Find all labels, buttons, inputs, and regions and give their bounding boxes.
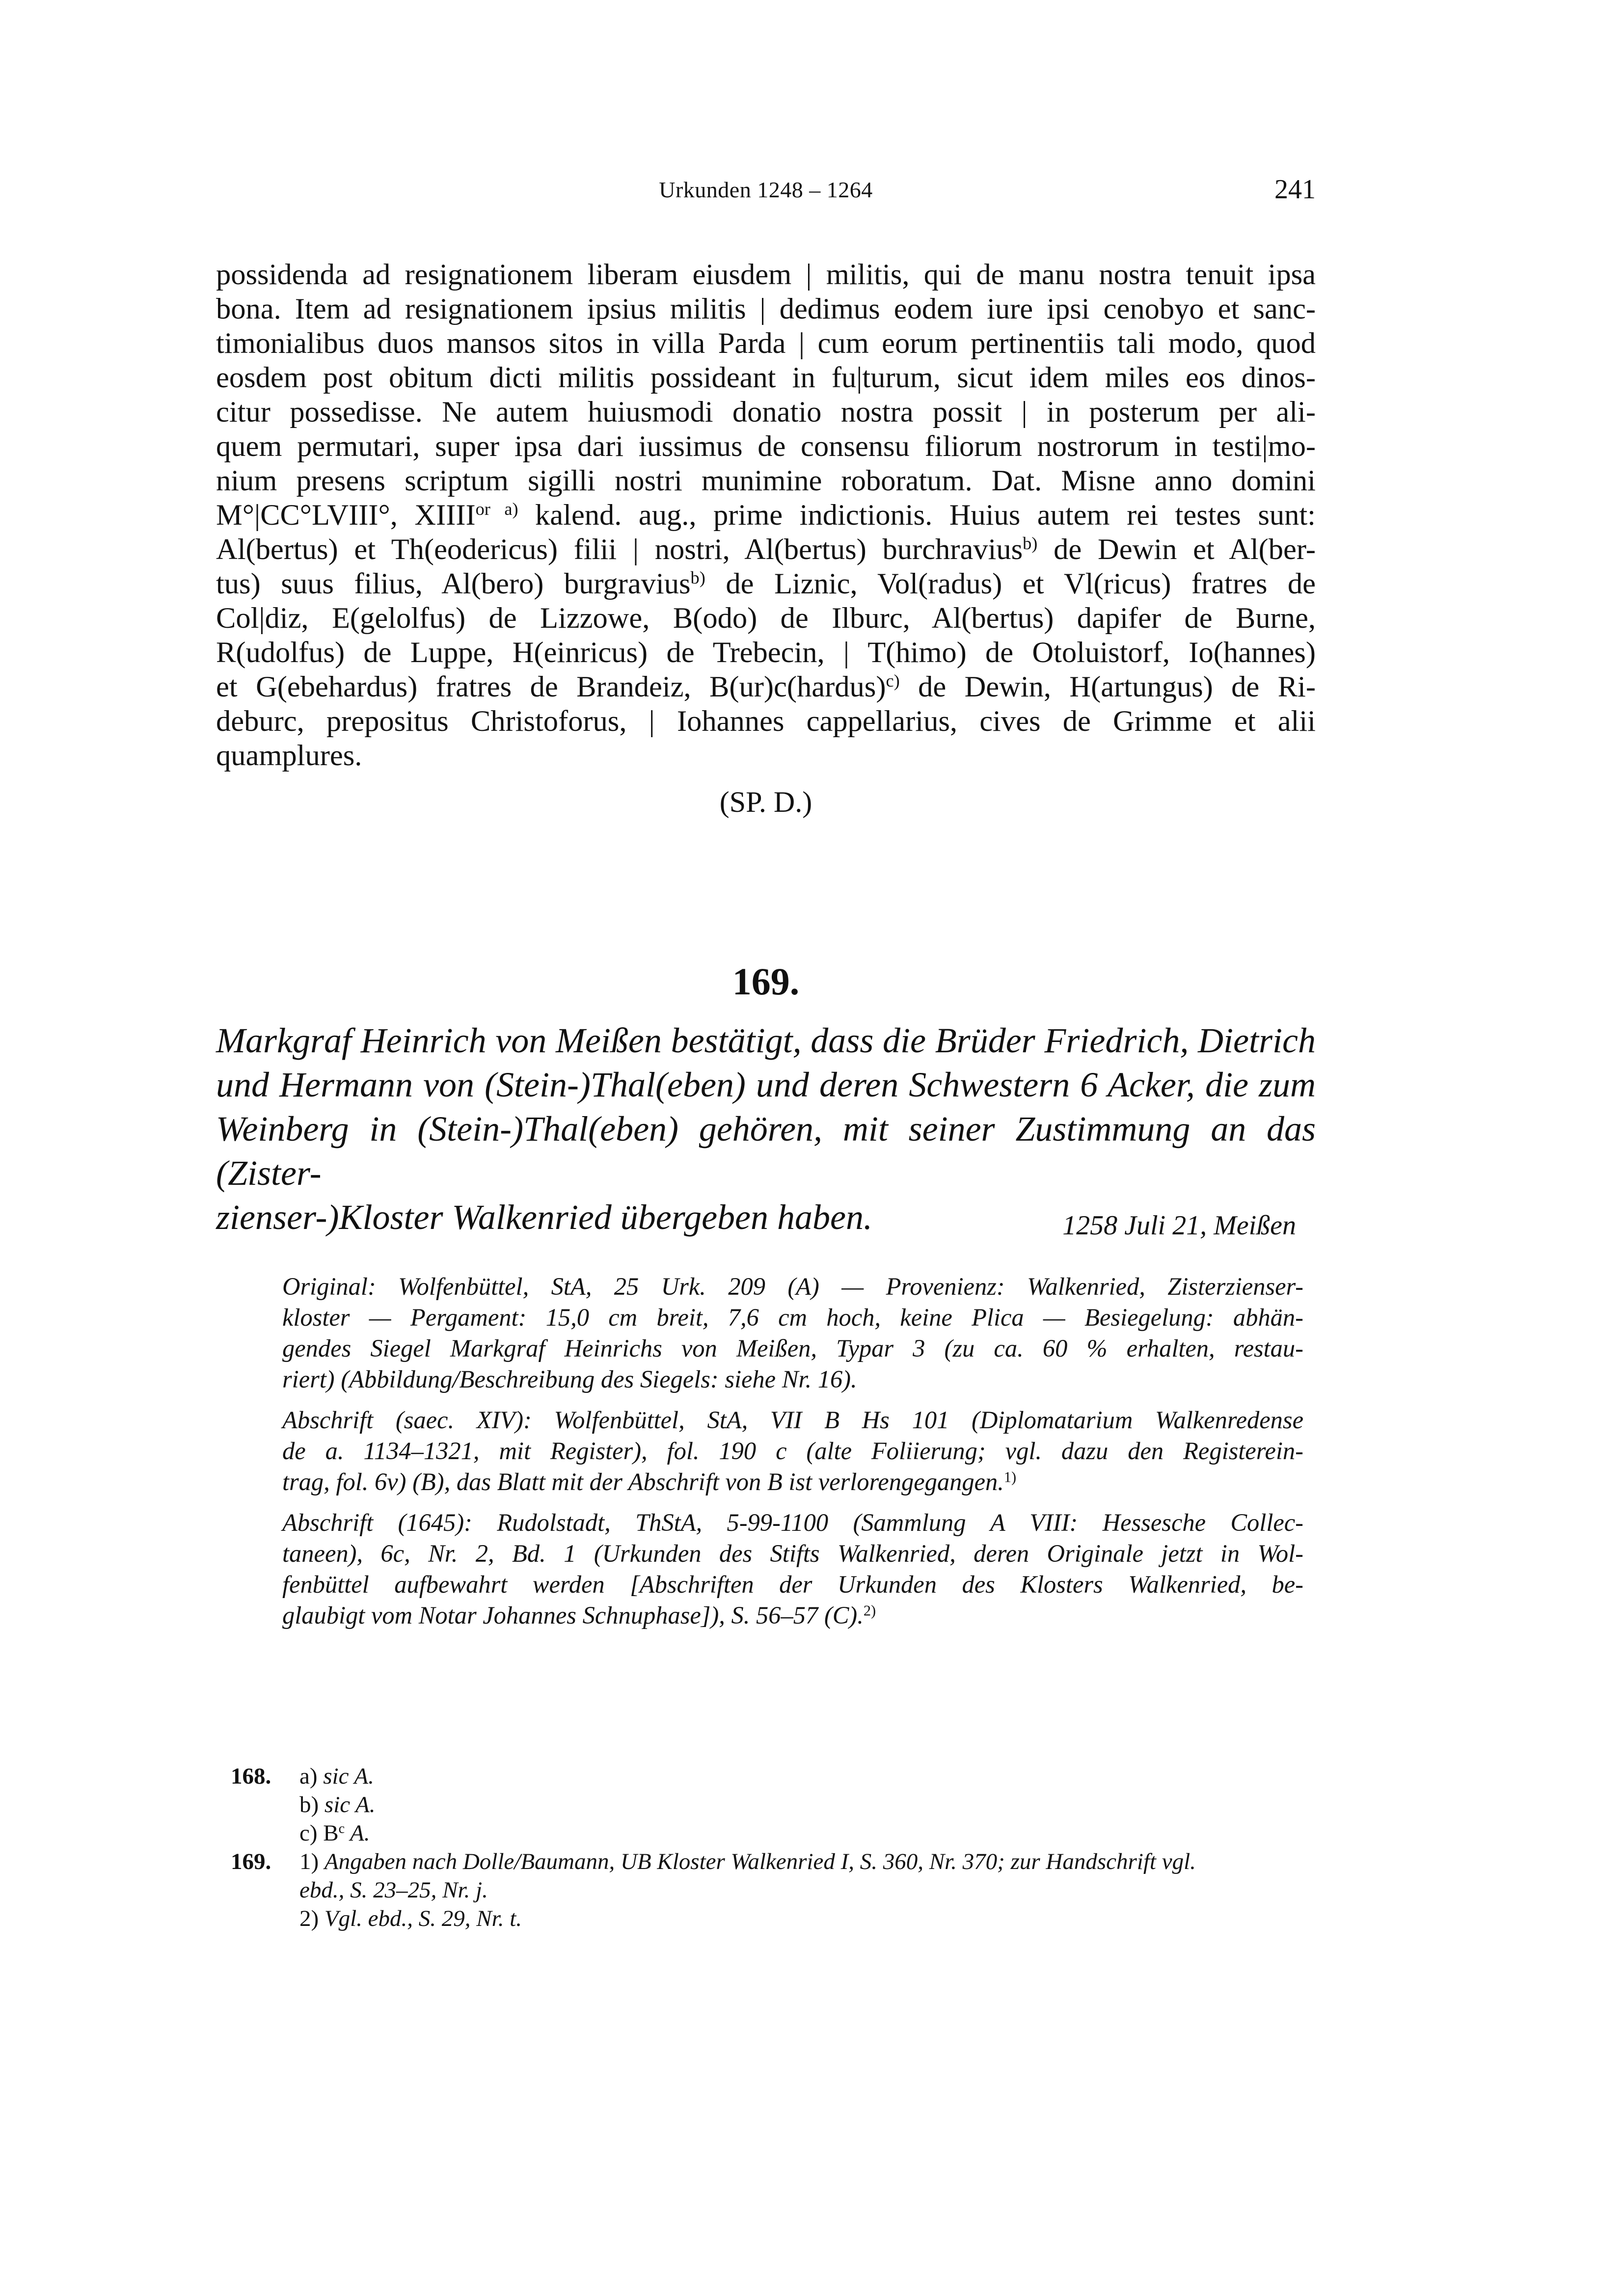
source-text: glaubigt vom Notar Johannes Schnuphase]), S. 56–57 (C). — [282, 1602, 864, 1629]
footnote-text: sic A. — [323, 1763, 374, 1789]
footnote-item — [216, 1904, 1316, 1933]
footnote-ref: c) — [886, 671, 900, 691]
seal-note: (SP. D.) — [719, 786, 812, 818]
footnote-item — [216, 1847, 1316, 1876]
source-line — [282, 1600, 1303, 1631]
footnote-reading: B — [323, 1820, 339, 1846]
regest-line: Markgraf Heinrich von Meißen bestätigt, dass die Brüder Friedrich, Dietrich — [216, 1021, 1316, 1060]
body-text: de Dewin et Al(ber- — [1037, 533, 1316, 566]
dating-line: 1258 Juli 21, Meißen — [1062, 1210, 1296, 1241]
footnote-text: Vgl. ebd., S. 29, Nr. t. — [324, 1906, 522, 1931]
source-line: riert) (Abbildung/Beschreibung des Siegels: siehe Nr. 16). — [282, 1365, 857, 1393]
source-line: gendes Siegel Markgraf Heinrichs von Meißen, Typar 3 (zu ca. 60 % erhalten, restau- — [282, 1335, 1303, 1362]
body-line: deburc, prepositus Christoforus, | Iohannes cappellarius, cives de Grimme et alii — [216, 705, 1316, 738]
footnote-group-169 — [216, 1847, 1316, 1933]
footnote-item — [216, 1762, 1316, 1790]
body-line: R(udolfus) de Luppe, H(einricus) de Trebecin, | T(himo) de Otoluistorf, Io(hannes) — [216, 636, 1316, 669]
running-title: Urkunden 1248 – 1264 — [659, 177, 873, 202]
source-line: Original: Wolfenbüttel, StA, 25 Urk. 209 (A) — Provenienz: Walkenried, Zisterzienser- — [282, 1273, 1303, 1300]
body-text: et G(ebehardus) fratres de Brandeiz, B(ur)c(hardus) — [216, 670, 886, 703]
footnote-mark: 2) — [299, 1906, 319, 1931]
footnote-mark: 1) — [299, 1849, 319, 1874]
footnote-text: ebd., S. 23–25, Nr. j. — [299, 1877, 488, 1903]
body-text: M°|CC°LVIII°, XIIII — [216, 499, 476, 532]
footnote-text: A. — [345, 1820, 370, 1846]
regest — [216, 1018, 1316, 1239]
footnote-ref: b) — [690, 568, 705, 588]
body-line: quamplures. — [216, 739, 362, 772]
source-line: de a. 1134–1321, mit Register), fol. 190 c (alte Foliierung; vgl. dazu den Registerein- — [282, 1437, 1303, 1465]
body-line — [216, 670, 1316, 704]
footnote-group-168 — [216, 1762, 1316, 1847]
footnote-ref: b) — [1023, 534, 1038, 554]
body-line: eosdem post obitum dicti militis possideant in fu|turum, sicut idem miles eos dinos- — [216, 361, 1316, 394]
regest-line: zienser-)Kloster Walkenried übergeben haben. — [216, 1198, 872, 1237]
source-line — [282, 1467, 1303, 1497]
footnote-reading-sup: c — [338, 1821, 345, 1837]
body-line: citur possedisse. Ne autem huiusmodi donatio nostra possit | in posterum per ali- — [216, 396, 1316, 428]
source-original — [282, 1271, 1303, 1395]
source-line: Abschrift (1645): Rudolstadt, ThStA, 5-99-1100 (Sammlung A VIII: Hessesche Collec- — [282, 1509, 1303, 1536]
source-text: trag, fol. 6v) (B), das Blatt mit der Abschrift von B ist verlorengegangen. — [282, 1468, 1004, 1495]
body-line: quem permutari, super ipsa dari iussimus de consensu filiorum nostrorum in testi|mo- — [216, 430, 1316, 463]
body-line: possidenda ad resignationem liberam eiusdem | militis, qui de manu nostra tenuit ipsa — [216, 258, 1316, 291]
source-line: taneen), 6c, Nr. 2, Bd. 1 (Urkunden des Stifts Walkenried, deren Originale jetzt in Wol- — [282, 1540, 1303, 1567]
body-line: bona. Item ad resignationem ipsius militis | dedimus eodem iure ipsi cenobyo et sanc- — [216, 293, 1316, 325]
footnote-mark: c) — [299, 1820, 318, 1846]
footnote-mark: b) — [299, 1792, 319, 1817]
source-line: kloster — Pergament: 15,0 cm breit, 7,6 cm hoch, keine Plica — Besiegelung: abhän- — [282, 1304, 1303, 1331]
document-number: 169. — [732, 960, 800, 1003]
footnotes — [216, 1762, 1316, 1933]
source-tradition — [282, 1271, 1303, 1641]
body-text: tus) suus filius, Al(bero) burgravius — [216, 567, 691, 600]
body-line — [216, 498, 1316, 533]
footnote-group-number: 168. — [231, 1763, 271, 1789]
body-line: timonialibus duos mansos sitos in villa Parda | cum eorum pertinentiis tali modo, quod — [216, 327, 1316, 360]
footnote-ref: or a) — [475, 499, 518, 519]
source-line: Abschrift (saec. XIV): Wolfenbüttel, StA, VII B Hs 101 (Diplomatarium Walkenredense — [282, 1406, 1303, 1434]
body-text: kalend. aug., prime indictionis. Huius autem rei testes sunt: — [518, 499, 1316, 532]
body-line — [216, 567, 1316, 601]
page-number: 241 — [1274, 174, 1316, 205]
footnote-mark: a) — [299, 1763, 318, 1789]
body-text: Al(bertus) et Th(eodericus) filii | nostri, Al(bertus) burchravius — [216, 533, 1023, 566]
running-header — [216, 174, 1316, 216]
footnote-group-number: 169. — [231, 1849, 271, 1874]
body-line — [216, 533, 1316, 567]
footnote-ref: 2) — [863, 1602, 876, 1619]
source-copy-b — [282, 1405, 1303, 1497]
regest-line: und Hermann von (Stein-)Thal(eben) und deren Schwestern 6 Acker, die zum — [216, 1065, 1316, 1104]
doc-168-body — [216, 258, 1316, 773]
source-line: fenbüttel aufbewahrt werden [Abschriften der Urkunden des Klosters Walkenried, be- — [282, 1571, 1303, 1598]
footnote-text: sic A. — [324, 1792, 376, 1817]
body-line: Col|diz, E(gelolfus) de Lizzowe, B(odo) de Ilburc, Al(bertus) dapifer de Burne, — [216, 602, 1316, 635]
body-line: nium presens scriptum sigilli nostri munimine roboratum. Dat. Misne anno domini — [216, 464, 1316, 497]
footnote-text: Angaben nach Dolle/Baumann, UB Kloster Walkenried I, S. 360, Nr. 370; zur Handschrift vgl. — [324, 1849, 1196, 1874]
footnote-item — [216, 1790, 1316, 1819]
footnote-ref: 1) — [1003, 1468, 1017, 1486]
footnote-item — [216, 1819, 1316, 1847]
source-copy-c — [282, 1507, 1303, 1631]
footnote-item-continued — [216, 1876, 1316, 1904]
body-text: de Liznic, Vol(radus) et Vl(ricus) fratres de — [705, 567, 1316, 600]
body-text: de Dewin, H(artungus) de Ri- — [899, 670, 1316, 703]
regest-line: Weinberg in (Stein-)Thal(eben) gehören, mit seiner Zustimmung an das (Zister- — [216, 1109, 1316, 1193]
